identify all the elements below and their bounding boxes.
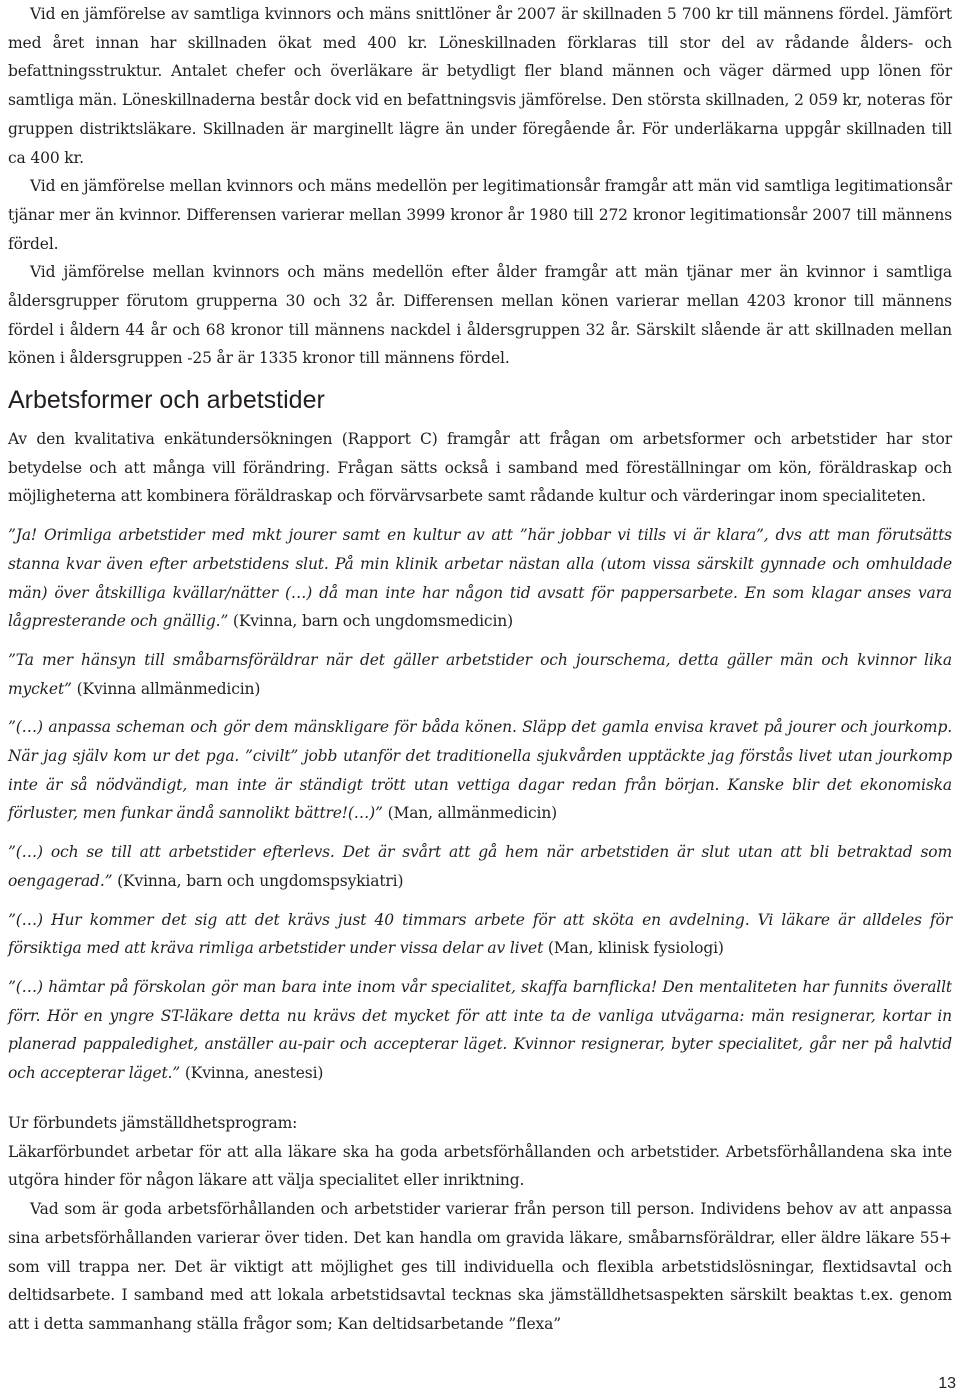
quote-source: (Kvinna, barn och ungdomsmedicin) [228, 612, 514, 631]
quote-5 [8, 906, 952, 963]
intro-paragraph-2: Vid en jämförelse mellan kvinnors och mäns medellön per legitimationsår framgår att män vid samtliga legitimationsår tjänar mer än kvinnor. Differensen varierar mellan 3999 kronor år 1980 till 272 kronor legitimationsår 2007 till männens fördel. [8, 177, 952, 253]
intro-paragraph-3: Vid jämförelse mellan kvinnors och mäns medellön efter ålder framgår att män tjänar mer än kvinnor i samtliga åldersgrupper förutom grupperna 30 och 32 år. Differensen mellan könen varierar mellan 4203 kronor till männens fördel i åldern 44 år och 68 kronor till männens nackdel i åldersgruppen 32 år. Särskilt slående är att skillnaden mellan könen i åldersgruppen -25 år är 1335 kronor till männens fördel. [8, 263, 952, 368]
page-number: 13 [938, 1375, 956, 1392]
program-paragraph-2: Vad som är goda arbetsförhållanden och arbetstider varierar från person till person. Individens behov av att anpassa sina arbetsförhållanden varierar över tiden. Det kan handla om gravida läkare, småbarnsföräldrar, eller äldre läkare 55+ som vill trappa ner. Det är viktigt att möjlighet ges till individuella och flexibla arbetstidslösningar, flextidsavtal och deltidsarbete. I samband med att lokala arbetstidsavtal tecknas ska jämställdhetsaspekten särskilt beaktas t.ex. genom att i detta sammanhang ställa frågor som; Kan deltidsarbetande ”flexa” [8, 1200, 952, 1333]
quote-text: ”(…) hämtar på förskolan gör man bara inte inom vår specialitet, skaffa barnflicka! Den mentaliteten har funnits överallt förr. Hör en yngre ST-läkare detta nu krävs det mycket för att inte ta de vanliga utvägarna: män resignerar, kortar in planerad pappaledighet, anställer au-pair och accepterar läget. Kvinnor resignerar, byter specialitet, går ner på halvtid och accepterar läget.” [8, 977, 952, 1083]
quote-text: ”Ja! Orimliga arbetstider med mkt jourer samt en kultur av att ”här jobbar vi tills vi är klara”, dvs att man förutsätts stanna kvar även efter arbetstidens slut. På min klinik arbetar nästan alla (utom vissa särskilt gynnade och omhuldade män) över åtskilliga kvällar/nätter (…) då man inte har någon tid avsatt för pappersarbete. En som klagar anses vara lågpresterande och gnällig.” [8, 526, 952, 631]
quote-source: (Man, klinisk fysiologi) [543, 939, 724, 958]
program-paragraph-1: Läkarförbundet arbetar för att alla läkare ska ha goda arbetsförhållanden och arbetstider. Arbetsförhållandena ska inte utgöra hinder för någon läkare att välja specialitet eller inriktning. [8, 1142, 952, 1190]
quote-text: ”(…) Hur kommer det sig att det krävs just 40 timmars arbete för att sköta en avdelning. Vi läkare är alldeles för försiktiga med att kräva rimliga arbetstider under vissa delar av livet [8, 910, 952, 958]
quote-text: ”(…) anpassa scheman och gör dem mänskligare för båda könen. Släpp det gamla envisa kravet på jourer och jourkomp. När jag själv kom ur det pga. ”civilt” jobb utanför det traditionella sjukvården upptäckte jag förstås livet utan jourkomp inte är så nödvändigt, man inte är ständigt trött utan vettiga dagar redan från början. Kanske blir det ekonomiska förluster, men funkar ändå sannolikt bättre!(…)” [8, 718, 952, 823]
quote-1 [8, 521, 952, 636]
quote-source: (Kvinna, anestesi) [180, 1064, 324, 1083]
section-heading: Arbetsformer och arbetstider [8, 386, 325, 414]
section-body [8, 425, 952, 1088]
program-block [8, 1109, 952, 1339]
quote-2 [8, 646, 952, 703]
quote-source: (Kvinna allmänmedicin) [71, 679, 261, 698]
quote-text: ”(…) och se till att arbetstider efterlevs. Det är svårt att gå hem när arbetstiden är slut utan att bli betraktad som oengagerad.” [8, 843, 952, 890]
quote-4 [8, 838, 952, 895]
quote-text: ”Ta mer hänsyn till småbarnsföräldrar när det gäller arbetstider och jourschema, detta gäller män och kvinnor lika mycket” [8, 650, 952, 698]
quote-3 [8, 713, 952, 828]
quote-6 [8, 973, 952, 1088]
quote-source: (Kvinna, barn och ungdomspsykiatri) [112, 871, 404, 890]
intro-paragraph-1: Vid en jämförelse av samtliga kvinnors och mäns snittlöner år 2007 är skillnaden 5 700 kr till männens fördel. Jämfört med året innan har skillnaden ökat med 400 kr. Löneskillnaden förklaras till stor del av rådande ålders- och befattningsstruktur. Antalet chefer och överläkare är betydligt fler bland männen och väger därmed upp lönen för samtliga män. Löneskillnaderna består dock vid en befattningsvis jämförelse. Den största skillnaden, 2 059 kr, noteras för gruppen distriktsläkare. Skillnaden är marginellt lägre än under föregående år. För underläkarna uppgår skillnaden till ca 400 kr. [8, 5, 952, 167]
intro-block [8, 0, 952, 373]
program-label: Ur förbundets jämställdhetsprogram: [8, 1114, 298, 1132]
section-paragraph-1: Av den kvalitativa enkätundersökningen (Rapport C) framgår att frågan om arbetsformer och arbetstider har stor betydelse och att många vill förändring. Frågan sätts också i samband med föreställningar om kön, föräldraskap och möjligheterna att kombinera föräldraskap och förvärvsarbete samt rådande kultur och värderingar inom specialiteten. [8, 430, 952, 506]
quote-source: (Man, allmänmedicin) [382, 804, 558, 823]
